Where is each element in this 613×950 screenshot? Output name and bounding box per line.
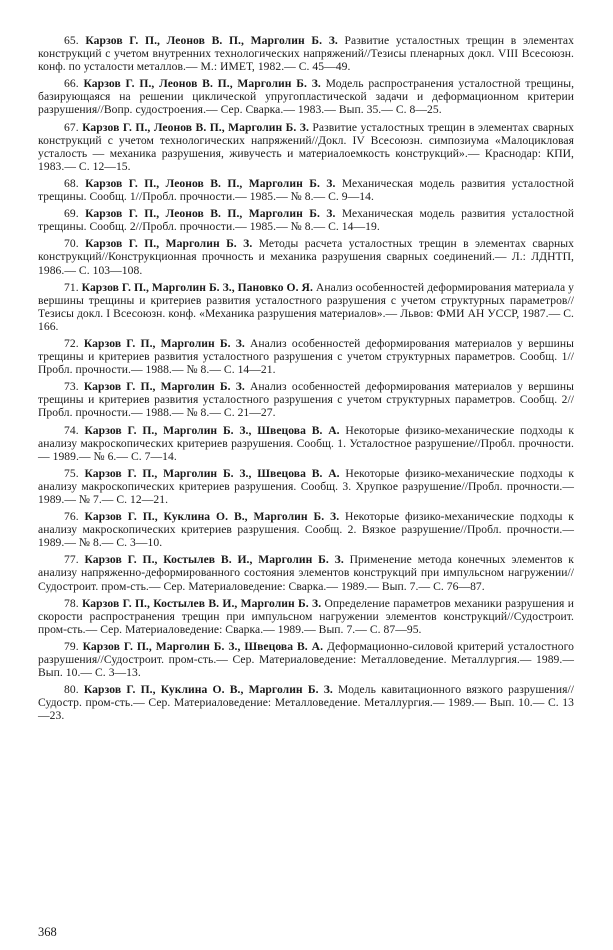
reference-list — [38, 34, 574, 727]
ref-text: Механическая модель развития усталостной трещины. Сообщ. 2//Пробл. прочности.— 1985.— № 8.— С. 14—19. — [38, 207, 574, 234]
ref-text: Модель кавитационного вязкого разрушения//Судостр. пром-сть.— Сер. Материаловедение: Металловедение. Металлургия.— 1989.— Вып. 10.— С. 13—23. — [38, 683, 574, 723]
ref-authors: Карзов Г. П., Леонов В. П., Марголин Б. З. — [85, 207, 336, 221]
reference-71 — [38, 281, 574, 333]
ref-authors: Карзов Г. П., Леонов В. П., Марголин Б. З. — [83, 77, 321, 91]
reference-70 — [38, 237, 574, 276]
ref-number: 68. — [64, 176, 79, 190]
ref-text: Анализ особенностей деформирования материалов у вершины трещины и критериев развития усталостного разрушения с учетом структурных параметров. Сообщ. 2//Пробл. прочности.— 1988.— № 8.— С. 21—27. — [38, 380, 575, 420]
ref-number: 67. — [64, 120, 79, 134]
ref-authors: Карзов Г. П., Костылев В. И., Марголин Б. З. — [84, 553, 344, 567]
ref-authors: Карзов Г. П., Леонов В. П., Марголин Б. З. — [82, 120, 309, 134]
reference-73 — [38, 380, 574, 419]
ref-text: Деформационно-силовой критерий усталостного разрушения//Судостроит. пром-сть.— Сер. Материаловедение: Металловедение. Металлургия.— 1989.— Вып. 10.— С. 3—13. — [38, 639, 574, 680]
ref-number: 69. — [64, 207, 79, 221]
reference-72 — [38, 337, 574, 376]
ref-number: 70. — [64, 237, 79, 251]
ref-authors: Карзов Г. П., Марголин Б. З., Швецова В. А. — [84, 466, 340, 480]
ref-authors: Карзов Г. П., Марголин Б. З., Швецова В. А. — [84, 423, 340, 437]
ref-number: 65. — [64, 34, 79, 47]
reference-74 — [38, 424, 574, 463]
ref-number: 73. — [64, 380, 79, 394]
reference-76 — [38, 510, 574, 549]
ref-text: Механическая модель развития усталостной трещины. Сообщ. 1//Пробл. прочности.— 1985.— № 8.— С. 9—14. — [38, 176, 574, 204]
reference-67 — [38, 121, 574, 173]
ref-number: 80. — [64, 683, 79, 697]
ref-authors: Карзов Г. П., Леонов В. П., Марголин Б. З. — [85, 176, 336, 190]
ref-authors: Карзов Г. П., Куклина О. В., Марголин Б. З. — [83, 683, 333, 697]
ref-authors: Карзов Г. П., Куклина О. В., Марголин Б. З. — [84, 510, 340, 524]
ref-text: Развитие усталостных трещин в элементах сварных конструкций с учетом технологических напряжений//Докл. IV Всесоюзн. симпозиума «Малоцикловая усталость — механика разрушения, живучесть и материалоемкость конструкций».— Краснодар: КПИ, 1983.— С. 12—15. — [38, 120, 574, 173]
ref-authors: Карзов Г. П., Марголин Б. З. — [83, 380, 245, 394]
ref-text: Анализ особенностей деформирования материала у вершины трещины и критериев развития усталостного разрушения с учетом структурных параметров//Тезисы докл. I Всесоюзн. конф. «Механика разрушения материалов».— Львов: ФМИ АН УССР, 1987.— С. 166. — [38, 280, 575, 333]
reference-78 — [38, 597, 574, 636]
ref-number: 72. — [64, 336, 79, 350]
ref-number: 71. — [64, 280, 79, 294]
ref-text: Применение метода конечных элементов к анализу напряженно-деформированного состояния элементов конструкций при импульсном нагружении//Судостроит. пром-сть.— Сер. Материаловедение: Сварка.— 1989.— Вып. 7.— С. 76—87. — [38, 553, 574, 593]
ref-number: 66. — [64, 77, 79, 91]
ref-number: 77. — [64, 553, 79, 567]
ref-text: Анализ особенностей деформирования материалов у вершины трещины и критериев развития усталостного разрушения с учетом структурных параметров. Сообщ. 1//Пробл. прочности.— 1988.— № 8.— С. 14—21. — [38, 336, 575, 377]
reference-80 — [38, 683, 574, 722]
reference-66 — [38, 77, 574, 116]
ref-authors: Карзов Г. П., Марголин Б. З., Пановко О. Я. — [81, 280, 313, 294]
ref-authors: Карзов Г. П., Леонов В. П., Марголин Б. З. — [85, 34, 338, 47]
reference-68 — [38, 177, 574, 203]
ref-text: Некоторые физико-механические подходы к анализу макроскопических критериев разрушения. Сообщ. 2. Вязкое разрушение//Пробл. прочности.— 1989.— № 8.— С. 3—10. — [38, 510, 574, 550]
reference-75 — [38, 467, 574, 506]
ref-text: Некоторые физико-механические подходы к анализу макроскопических критериев разрушения. Сообщ. 1. Усталостное разрушение//Пробл. прочности.— 1989.— № 6.— С. 7—14. — [38, 423, 575, 463]
ref-text: Некоторые физико-механические подходы к анализу макроскопических критериев разрушения. Сообщ. 3. Хрупкое разрушение//Пробл. прочности.— 1989.— № 7.— С. 12—21. — [38, 466, 575, 506]
ref-authors: Карзов Г. П., Марголин Б. З., Швецова В. А. — [82, 639, 324, 653]
ref-text: Определение параметров механики разрушения и скорости распространения трещин при импульсном нагружении элементов конструкций//Судостроит. пром-сть.— Сер. Материаловедение: Сварка.— 1989.— Вып. 7.— С. 87—95. — [38, 596, 574, 636]
reference-77 — [38, 553, 574, 592]
reference-65 — [38, 34, 574, 73]
ref-text: Развитие усталостных трещин в элементах конструкций с учетом внутренних технологических напряжений//Тезисы пленарных докл. VIII Всесоюзн. конф. по усталости металлов.— М.: ИМЕТ, 1982.— С. 45—49. — [38, 34, 574, 74]
reference-79 — [38, 640, 574, 679]
page-number: 368 — [38, 925, 57, 939]
ref-number: 74. — [64, 423, 79, 437]
ref-number: 76. — [64, 510, 79, 524]
ref-text: Методы расчета усталостных трещин в элементах сварных конструкций//Конструкционная прочность и механика разрушения сварных соединений.— Л.: ЛДНТП, 1986.— С. 103—108. — [38, 237, 574, 277]
ref-number: 78. — [64, 596, 79, 610]
ref-authors: Карзов Г. П., Марголин Б. З. — [85, 237, 253, 251]
ref-number: 75. — [64, 466, 79, 480]
ref-authors: Карзов Г. П., Марголин Б. З. — [83, 336, 245, 350]
ref-number: 79. — [64, 639, 79, 653]
reference-69 — [38, 207, 574, 233]
ref-text: Модель распространения усталостной трещины, базирующаяся на решении циклической упругопластической задачи и деформационном критерии разрушения//Вопр. судостроения.— Сер. Сварка.— 1983.— Вып. 35.— С. 8—25. — [38, 77, 575, 117]
ref-authors: Карзов Г. П., Костылев В. И., Марголин Б. З. — [81, 596, 322, 610]
